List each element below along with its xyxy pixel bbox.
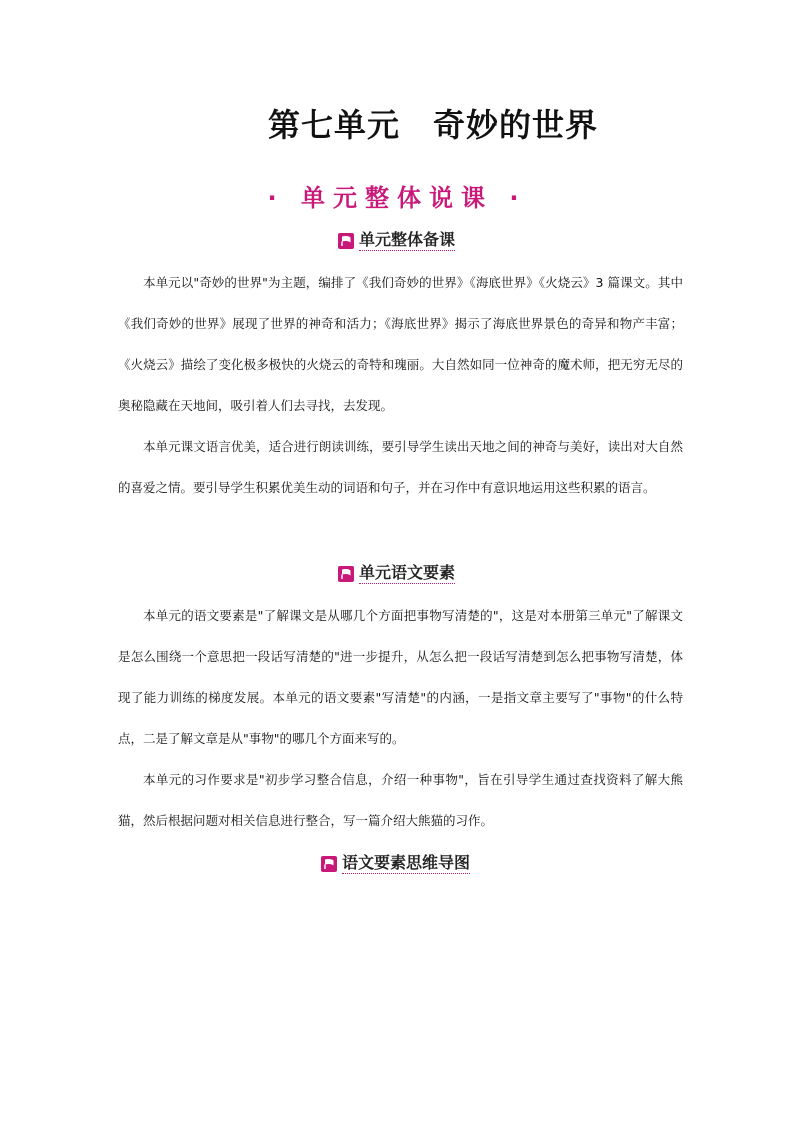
section-heading-label: 单元整体备课: [359, 230, 456, 249]
paragraph: 本单元课文语言优美，适合进行朗读训练，要引导学生读出天地之间的神奇与美好，读出对大自然的喜爱之情。要引导学生积累优美生动的词语和句子，并在习作中有意识地运用这些积累的语言。: [118, 439, 683, 495]
section-heading-label: 单元语文要素: [359, 563, 456, 582]
section-heading-mind-map: [321, 852, 470, 876]
paragraph: 本单元的语文要素是"了解课文是从哪几个方面把事物写清楚的"，这是对本册第三单元"了解课文是怎么围绕一个意思把一段话写清楚的"进一步提升，从怎么把一段话写清楚到怎么把事物写清楚，体现了能力训练的梯度发展。本单元的语文要素"写清楚"的内涵，一是指文章主要写了"事物"的什么特点，二是了解文章是从"事物"的哪几个方面来写的。: [118, 608, 683, 746]
pink-bookmark-icon: [321, 856, 337, 872]
pink-bookmark-icon: [338, 233, 354, 249]
section-heading-language-elements: [338, 562, 455, 586]
pink-bookmark-icon: [338, 566, 354, 582]
section-banner: · 单元整体说课 ·: [267, 184, 527, 212]
page-title: 第七单元 奇妙的世界: [267, 106, 598, 144]
paragraph: 本单元的习作要求是"初步学习整合信息，介绍一种事物"，旨在引导学生通过查找资料了解大熊猫，然后根据问题对相关信息进行整合，写一篇介绍大熊猫的习作。: [118, 772, 683, 828]
paragraph: 本单元以"奇妙的世界"为主题，编排了《我们奇妙的世界》《海底世界》《火烧云》3 篇课文。其中《我们奇妙的世界》展现了世界的神奇和活力；《海底世界》揭示了海底世界景色的奇异和物产丰富；《火烧云》描绘了变化极多极快的火烧云的奇特和瑰丽。大自然如同一位神奇的魔术师，把无穷无尽的奥秘隐藏在天地间，吸引着人们去寻找，去发现。: [118, 275, 683, 413]
section-heading-label: 语文要素思维导图: [342, 853, 471, 872]
section-heading-unit-prep: [338, 229, 455, 253]
